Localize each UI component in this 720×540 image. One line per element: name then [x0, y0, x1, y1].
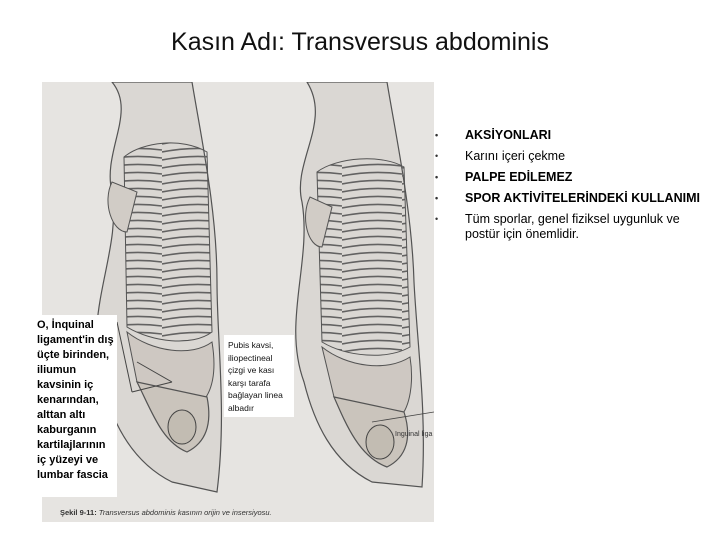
insertion-label: Pubis kavsi, iliopectineal çizgi ve kası karşı tarafa bağlayan linea albadır	[224, 335, 294, 417]
bullet-item: • PALPE EDİLEMEZ	[435, 170, 573, 184]
bullet-item: • AKSİYONLARI	[435, 128, 552, 142]
caption-text: Transversus abdominis kasının orijin ve insersiyosu.	[98, 508, 272, 517]
slide-title: Kasın Adı: Transversus abdominis	[171, 28, 549, 56]
origin-label: O, İnquinal ligament'in dış üçte birinden, iliumun kavsinin iç kenarından, alttan altı kaburganın kartilajlarının iç yüzeyi ve lumbar fascia	[34, 315, 117, 497]
inguinal-ligament-label: Inguinal liga	[395, 431, 433, 438]
right-torso	[296, 82, 434, 487]
bullet-item: • Karını içeri çekme	[435, 149, 566, 163]
bullet-dot-icon: •	[435, 172, 439, 182]
bullet-dot-icon: •	[435, 151, 439, 161]
info-bullet-list	[432, 128, 712, 248]
figure-caption	[60, 508, 272, 517]
bullet-dot-icon: •	[435, 214, 439, 224]
bullet-dot-icon: •	[435, 130, 439, 140]
bullet-item: • Tüm sporlar, genel fiziksel uygunluk ve postür için önemlidir.	[435, 212, 680, 241]
caption-number: Şekil 9-11:	[60, 508, 97, 517]
bullet-dot-icon: •	[435, 193, 439, 203]
bullet-item: • SPOR AKTİVİTELERİNDEKİ KULLANIMI	[435, 191, 700, 205]
